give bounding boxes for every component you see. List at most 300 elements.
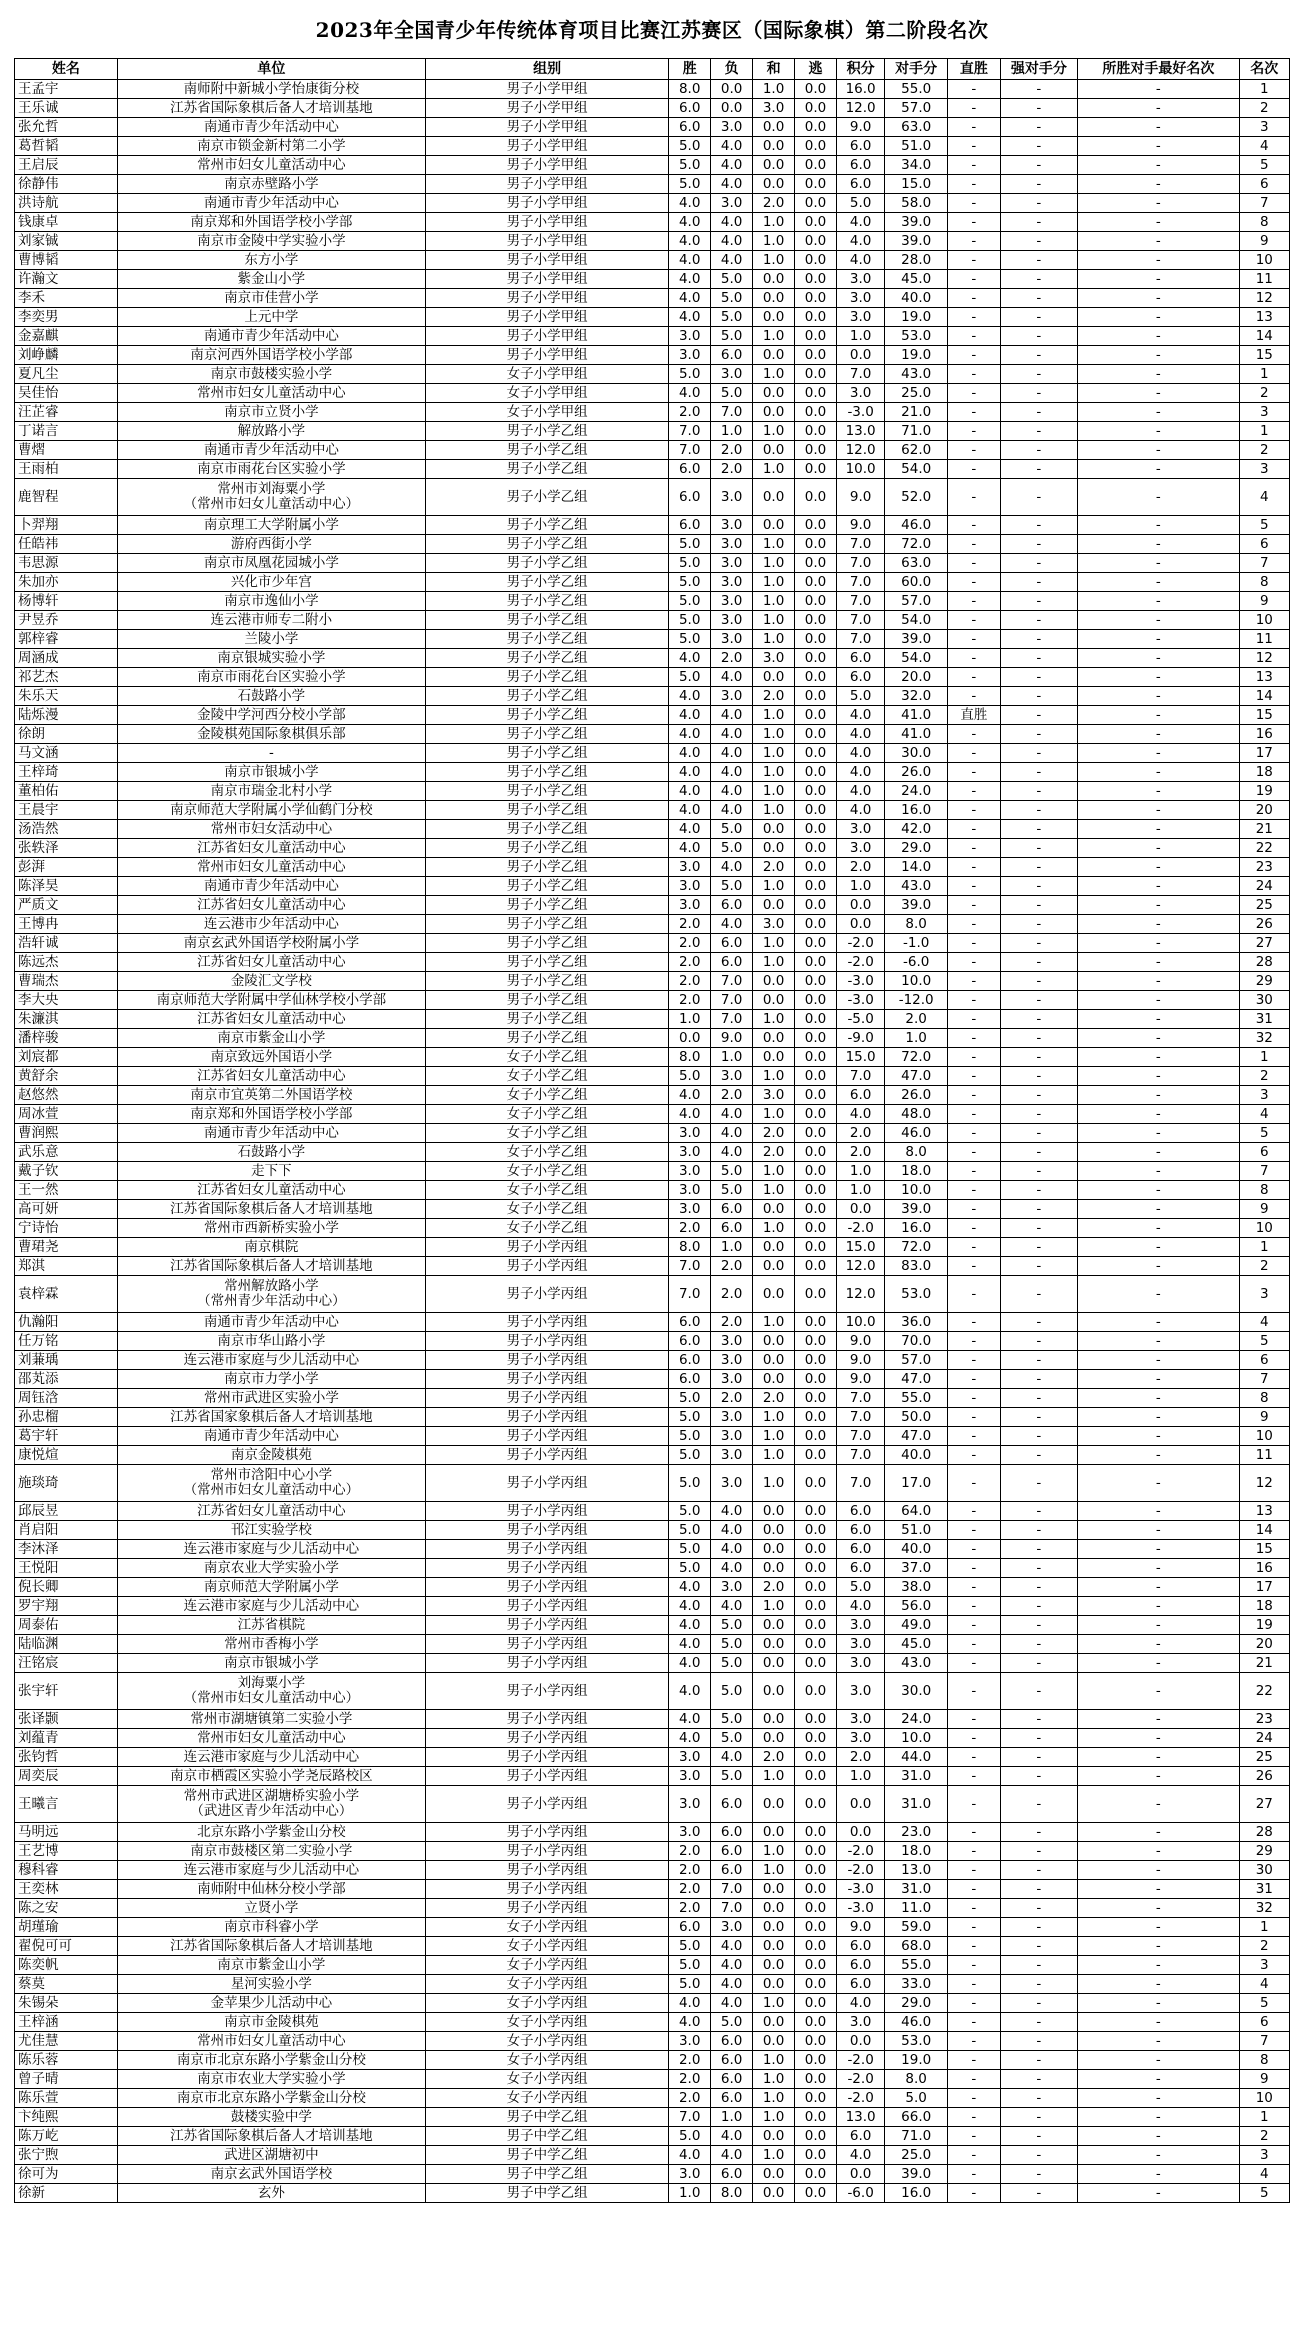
group-cell: 女子小学乙组 [426, 1219, 669, 1238]
opponent-score-cell: 48.0 [885, 1105, 948, 1124]
table-row [15, 1975, 1290, 1994]
table-row [15, 403, 1290, 422]
draws-cell: 1.0 [753, 782, 795, 801]
score-cell: 7.0 [837, 1408, 885, 1427]
best-beaten-rank-cell: - [1078, 1729, 1239, 1748]
wins-cell: 4.0 [669, 1616, 711, 1635]
draws-cell: 1.0 [753, 2089, 795, 2108]
table-row [15, 1010, 1290, 1029]
name-cell: 许瀚文 [15, 270, 118, 289]
best-beaten-rank-cell: - [1078, 1313, 1239, 1332]
opponent-score-cell: 39.0 [885, 630, 948, 649]
direct-win-cell: - [948, 668, 1000, 687]
score-cell: 6.0 [837, 2127, 885, 2146]
name-cell: 任皓祎 [15, 535, 118, 554]
group-cell: 男子小学丙组 [426, 1729, 669, 1748]
best-beaten-rank-cell: - [1078, 251, 1239, 270]
score-cell: 10.0 [837, 1313, 885, 1332]
best-beaten-rank-cell: - [1078, 896, 1239, 915]
strong-opponent-cell: - [1000, 725, 1078, 744]
rank-cell: 1 [1239, 422, 1289, 441]
unit-cell: 南京市华山路小学 [117, 1332, 425, 1351]
forfeit-cell: 0.0 [795, 1446, 837, 1465]
best-beaten-rank-cell: - [1078, 1370, 1239, 1389]
table-row [15, 1143, 1290, 1162]
rank-cell: 10 [1239, 2089, 1289, 2108]
rank-cell: 27 [1239, 934, 1289, 953]
name-cell: 陈乐蓉 [15, 2051, 118, 2070]
forfeit-cell: 0.0 [795, 1823, 837, 1842]
losses-cell: 6.0 [711, 896, 753, 915]
name-cell: 陆临渊 [15, 1635, 118, 1654]
score-cell: 6.0 [837, 1502, 885, 1521]
strong-opponent-cell: - [1000, 1861, 1078, 1880]
forfeit-cell: 0.0 [795, 687, 837, 706]
rank-cell: 28 [1239, 1823, 1289, 1842]
forfeit-cell: 0.0 [795, 2146, 837, 2165]
score-cell: 4.0 [837, 1105, 885, 1124]
table-row [15, 308, 1290, 327]
name-cell: 刘峥麟 [15, 346, 118, 365]
draws-cell: 1.0 [753, 1313, 795, 1332]
direct-win-cell: - [948, 232, 1000, 251]
forfeit-cell: 0.0 [795, 1313, 837, 1332]
score-cell: 6.0 [837, 649, 885, 668]
losses-cell: 4.0 [711, 156, 753, 175]
table-row [15, 934, 1290, 953]
name-cell: 周冰萱 [15, 1105, 118, 1124]
group-cell: 男子小学丙组 [426, 1332, 669, 1351]
score-cell: 1.0 [837, 877, 885, 896]
opponent-score-cell: 72.0 [885, 1048, 948, 1067]
rank-cell: 4 [1239, 137, 1289, 156]
strong-opponent-cell: - [1000, 1823, 1078, 1842]
draws-cell: 2.0 [753, 1748, 795, 1767]
score-cell: 6.0 [837, 1956, 885, 1975]
name-cell: 彭湃 [15, 858, 118, 877]
header-cell: 单位 [117, 59, 425, 80]
opponent-score-cell: 52.0 [885, 479, 948, 516]
group-cell: 男子小学甲组 [426, 137, 669, 156]
opponent-score-cell: 72.0 [885, 535, 948, 554]
direct-win-cell: - [948, 1105, 1000, 1124]
score-cell: 4.0 [837, 744, 885, 763]
header-cell: 强对手分 [1000, 59, 1078, 80]
unit-cell: 南京市宜英第二外国语学校 [117, 1086, 425, 1105]
rank-cell: 14 [1239, 1521, 1289, 1540]
wins-cell: 4.0 [669, 251, 711, 270]
losses-cell: 4.0 [711, 1597, 753, 1616]
strong-opponent-cell: - [1000, 118, 1078, 137]
forfeit-cell: 0.0 [795, 2184, 837, 2203]
table-row [15, 1823, 1290, 1842]
group-cell: 女子小学丙组 [426, 1994, 669, 2013]
direct-win-cell: - [948, 1654, 1000, 1673]
wins-cell: 2.0 [669, 403, 711, 422]
opponent-score-cell: 44.0 [885, 1748, 948, 1767]
unit-cell: 江苏省国际象棋后备人才培训基地 [117, 1200, 425, 1219]
unit-cell: 南京河西外国语学校小学部 [117, 346, 425, 365]
forfeit-cell: 0.0 [795, 801, 837, 820]
score-cell: 3.0 [837, 1654, 885, 1673]
draws-cell: 0.0 [753, 1048, 795, 1067]
losses-cell: 5.0 [711, 1710, 753, 1729]
draws-cell: 1.0 [753, 460, 795, 479]
name-cell: 徐朗 [15, 725, 118, 744]
strong-opponent-cell: - [1000, 1010, 1078, 1029]
name-cell: 周奕辰 [15, 1767, 118, 1786]
opponent-score-cell: 70.0 [885, 1332, 948, 1351]
draws-cell: 0.0 [753, 1654, 795, 1673]
draws-cell: 0.0 [753, 2013, 795, 2032]
losses-cell: 5.0 [711, 308, 753, 327]
group-cell: 男子中学乙组 [426, 2108, 669, 2127]
draws-cell: 0.0 [753, 1786, 795, 1823]
table-row [15, 744, 1290, 763]
rank-cell: 3 [1239, 1956, 1289, 1975]
strong-opponent-cell: - [1000, 2146, 1078, 2165]
best-beaten-rank-cell: - [1078, 270, 1239, 289]
direct-win-cell: - [948, 1048, 1000, 1067]
best-beaten-rank-cell: - [1078, 2013, 1239, 2032]
unit-cell: - [117, 744, 425, 763]
draws-cell: 1.0 [753, 327, 795, 346]
losses-cell: 1.0 [711, 1238, 753, 1257]
strong-opponent-cell: - [1000, 1786, 1078, 1823]
rank-cell: 3 [1239, 1276, 1289, 1313]
score-cell: 4.0 [837, 706, 885, 725]
opponent-score-cell: 42.0 [885, 820, 948, 839]
best-beaten-rank-cell: - [1078, 1842, 1239, 1861]
direct-win-cell: - [948, 1465, 1000, 1502]
score-cell: 9.0 [837, 1332, 885, 1351]
direct-win-cell: - [948, 611, 1000, 630]
table-row [15, 1710, 1290, 1729]
name-cell: 王曦言 [15, 1786, 118, 1823]
score-cell: -3.0 [837, 1880, 885, 1899]
best-beaten-rank-cell: - [1078, 744, 1239, 763]
wins-cell: 1.0 [669, 1010, 711, 1029]
strong-opponent-cell: - [1000, 194, 1078, 213]
table-row [15, 1048, 1290, 1067]
table-row [15, 725, 1290, 744]
wins-cell: 4.0 [669, 839, 711, 858]
unit-cell: 常州市妇女儿童活动中心 [117, 1729, 425, 1748]
name-cell: 王启辰 [15, 156, 118, 175]
score-cell: 0.0 [837, 2165, 885, 2184]
forfeit-cell: 0.0 [795, 1029, 837, 1048]
unit-cell: 江苏省国际象棋后备人才培训基地 [117, 1937, 425, 1956]
name-cell: 鹿智程 [15, 479, 118, 516]
best-beaten-rank-cell: - [1078, 1238, 1239, 1257]
group-cell: 女子小学丙组 [426, 1956, 669, 1975]
rank-cell: 7 [1239, 1162, 1289, 1181]
direct-win-cell: - [948, 1370, 1000, 1389]
name-cell: 张允哲 [15, 118, 118, 137]
losses-cell: 4.0 [711, 1521, 753, 1540]
score-cell: 3.0 [837, 308, 885, 327]
forfeit-cell: 0.0 [795, 896, 837, 915]
draws-cell: 0.0 [753, 1502, 795, 1521]
draws-cell: 1.0 [753, 1105, 795, 1124]
group-cell: 女子小学乙组 [426, 1124, 669, 1143]
unit-cell: 江苏省妇女儿童活动中心 [117, 1067, 425, 1086]
forfeit-cell: 0.0 [795, 137, 837, 156]
unit-cell: 上元中学 [117, 308, 425, 327]
draws-cell: 0.0 [753, 270, 795, 289]
draws-cell: 1.0 [753, 1994, 795, 2013]
best-beaten-rank-cell: - [1078, 1181, 1239, 1200]
unit-cell: 金陵中学河西分校小学部 [117, 706, 425, 725]
best-beaten-rank-cell: - [1078, 1673, 1239, 1710]
opponent-score-cell: 34.0 [885, 156, 948, 175]
unit-cell: 南京农业大学实验小学 [117, 1559, 425, 1578]
score-cell: 5.0 [837, 194, 885, 213]
best-beaten-rank-cell: - [1078, 327, 1239, 346]
group-cell: 女子小学丙组 [426, 2032, 669, 2051]
score-cell: 0.0 [837, 1786, 885, 1823]
group-cell: 男子小学丙组 [426, 1710, 669, 1729]
score-cell: -3.0 [837, 991, 885, 1010]
opponent-score-cell: 30.0 [885, 744, 948, 763]
rank-cell: 18 [1239, 1597, 1289, 1616]
best-beaten-rank-cell: - [1078, 2032, 1239, 2051]
table-row [15, 1105, 1290, 1124]
opponent-score-cell: 19.0 [885, 308, 948, 327]
group-cell: 女子小学丙组 [426, 2051, 669, 2070]
opponent-score-cell: 39.0 [885, 213, 948, 232]
direct-win-cell: - [948, 1200, 1000, 1219]
direct-win-cell: - [948, 1899, 1000, 1918]
draws-cell: 1.0 [753, 877, 795, 896]
score-cell: -2.0 [837, 2051, 885, 2070]
strong-opponent-cell: - [1000, 232, 1078, 251]
losses-cell: 3.0 [711, 554, 753, 573]
rank-cell: 12 [1239, 649, 1289, 668]
name-cell: 严质文 [15, 896, 118, 915]
table-row [15, 327, 1290, 346]
group-cell: 女子小学丙组 [426, 2070, 669, 2089]
forfeit-cell: 0.0 [795, 782, 837, 801]
forfeit-cell: 0.0 [795, 384, 837, 403]
table-row [15, 232, 1290, 251]
score-cell: 13.0 [837, 2108, 885, 2127]
rank-cell: 6 [1239, 175, 1289, 194]
best-beaten-rank-cell: - [1078, 1786, 1239, 1823]
rank-cell: 10 [1239, 1219, 1289, 1238]
strong-opponent-cell: - [1000, 1521, 1078, 1540]
wins-cell: 5.0 [669, 2127, 711, 2146]
wins-cell: 5.0 [669, 630, 711, 649]
group-cell: 男子小学丙组 [426, 1540, 669, 1559]
strong-opponent-cell: - [1000, 1956, 1078, 1975]
unit-cell: 南京郑和外国语学校小学部 [117, 1105, 425, 1124]
wins-cell: 5.0 [669, 1521, 711, 1540]
wins-cell: 6.0 [669, 516, 711, 535]
name-cell: 胡瑾瑜 [15, 1918, 118, 1937]
name-cell: 张轶泽 [15, 839, 118, 858]
wins-cell: 4.0 [669, 308, 711, 327]
strong-opponent-cell: - [1000, 1578, 1078, 1597]
direct-win-cell: - [948, 1010, 1000, 1029]
rank-cell: 7 [1239, 2032, 1289, 2051]
opponent-score-cell: 40.0 [885, 289, 948, 308]
opponent-score-cell: 39.0 [885, 232, 948, 251]
opponent-score-cell: 47.0 [885, 1370, 948, 1389]
losses-cell: 4.0 [711, 2127, 753, 2146]
table-row [15, 1597, 1290, 1616]
draws-cell: 1.0 [753, 1465, 795, 1502]
strong-opponent-cell: - [1000, 1654, 1078, 1673]
unit-cell: 常州市香梅小学 [117, 1635, 425, 1654]
group-cell: 男子小学乙组 [426, 460, 669, 479]
rank-cell: 4 [1239, 1975, 1289, 1994]
name-cell: 康悦煊 [15, 1446, 118, 1465]
strong-opponent-cell: - [1000, 1767, 1078, 1786]
draws-cell: 0.0 [753, 991, 795, 1010]
name-cell: 仇瀚阳 [15, 1313, 118, 1332]
wins-cell: 3.0 [669, 1143, 711, 1162]
group-cell: 男子小学丙组 [426, 1521, 669, 1540]
strong-opponent-cell: - [1000, 1408, 1078, 1427]
table-row [15, 801, 1290, 820]
forfeit-cell: 0.0 [795, 744, 837, 763]
draws-cell: 0.0 [753, 1673, 795, 1710]
best-beaten-rank-cell: - [1078, 2127, 1239, 2146]
draws-cell: 1.0 [753, 934, 795, 953]
name-cell: 徐静伟 [15, 175, 118, 194]
losses-cell: 4.0 [711, 1105, 753, 1124]
strong-opponent-cell: - [1000, 1389, 1078, 1408]
strong-opponent-cell: - [1000, 1880, 1078, 1899]
score-cell: -5.0 [837, 1010, 885, 1029]
table-row [15, 858, 1290, 877]
direct-win-cell: - [948, 137, 1000, 156]
losses-cell: 0.0 [711, 99, 753, 118]
best-beaten-rank-cell: - [1078, 289, 1239, 308]
unit-cell: 连云港市家庭与少儿活动中心 [117, 1861, 425, 1880]
rank-cell: 6 [1239, 535, 1289, 554]
group-cell: 男子小学丙组 [426, 1635, 669, 1654]
table-row [15, 516, 1290, 535]
score-cell: 3.0 [837, 2013, 885, 2032]
name-cell: 孙忠榴 [15, 1408, 118, 1427]
draws-cell: 0.0 [753, 820, 795, 839]
group-cell: 男子小学乙组 [426, 573, 669, 592]
opponent-score-cell: 57.0 [885, 99, 948, 118]
rank-cell: 4 [1239, 2165, 1289, 2184]
name-cell: 邵芄添 [15, 1370, 118, 1389]
strong-opponent-cell: - [1000, 1200, 1078, 1219]
strong-opponent-cell: - [1000, 1899, 1078, 1918]
score-cell: 0.0 [837, 1200, 885, 1219]
best-beaten-rank-cell: - [1078, 801, 1239, 820]
forfeit-cell: 0.0 [795, 365, 837, 384]
best-beaten-rank-cell: - [1078, 2146, 1239, 2165]
table-row [15, 80, 1290, 99]
wins-cell: 5.0 [669, 156, 711, 175]
direct-win-cell: - [948, 535, 1000, 554]
rank-cell: 32 [1239, 1899, 1289, 1918]
table-row [15, 953, 1290, 972]
losses-cell: 6.0 [711, 934, 753, 953]
rank-cell: 7 [1239, 1370, 1289, 1389]
name-cell: 张宇轩 [15, 1673, 118, 1710]
strong-opponent-cell: - [1000, 441, 1078, 460]
name-cell: 丁诺言 [15, 422, 118, 441]
direct-win-cell: - [948, 270, 1000, 289]
group-cell: 男子小学乙组 [426, 649, 669, 668]
group-cell: 男子小学乙组 [426, 896, 669, 915]
score-cell: 6.0 [837, 668, 885, 687]
wins-cell: 6.0 [669, 1332, 711, 1351]
unit-cell: 江苏省国际象棋后备人才培训基地 [117, 1257, 425, 1276]
opponent-score-cell: 13.0 [885, 1861, 948, 1880]
unit-cell: 邗江实验学校 [117, 1521, 425, 1540]
table-row [15, 820, 1290, 839]
opponent-score-cell: 51.0 [885, 137, 948, 156]
rank-cell: 11 [1239, 630, 1289, 649]
score-cell: 9.0 [837, 1918, 885, 1937]
wins-cell: 5.0 [669, 535, 711, 554]
losses-cell: 4.0 [711, 744, 753, 763]
direct-win-cell: - [948, 516, 1000, 535]
best-beaten-rank-cell: - [1078, 232, 1239, 251]
group-cell: 男子小学乙组 [426, 991, 669, 1010]
wins-cell: 4.0 [669, 1654, 711, 1673]
group-cell: 男子小学乙组 [426, 1010, 669, 1029]
header-cell: 和 [753, 59, 795, 80]
group-cell: 男子小学丙组 [426, 1446, 669, 1465]
rank-cell: 20 [1239, 1635, 1289, 1654]
rank-cell: 3 [1239, 1086, 1289, 1105]
direct-win-cell: - [948, 2108, 1000, 2127]
rank-cell: 15 [1239, 706, 1289, 725]
best-beaten-rank-cell: - [1078, 611, 1239, 630]
score-cell: -2.0 [837, 1842, 885, 1861]
table-row [15, 194, 1290, 213]
name-cell: 董柏佑 [15, 782, 118, 801]
group-cell: 男子小学乙组 [426, 706, 669, 725]
losses-cell: 3.0 [711, 1578, 753, 1597]
direct-win-cell: - [948, 896, 1000, 915]
wins-cell: 2.0 [669, 991, 711, 1010]
best-beaten-rank-cell: - [1078, 668, 1239, 687]
group-cell: 男子小学丙组 [426, 1899, 669, 1918]
best-beaten-rank-cell: - [1078, 1446, 1239, 1465]
losses-cell: 1.0 [711, 2108, 753, 2127]
unit-cell: 南通市青少年活动中心 [117, 327, 425, 346]
direct-win-cell: - [948, 1521, 1000, 1540]
direct-win-cell: - [948, 1786, 1000, 1823]
losses-cell: 4.0 [711, 725, 753, 744]
table-row [15, 2127, 1290, 2146]
draws-cell: 1.0 [753, 251, 795, 270]
wins-cell: 4.0 [669, 1710, 711, 1729]
table-row [15, 137, 1290, 156]
forfeit-cell: 0.0 [795, 346, 837, 365]
forfeit-cell: 0.0 [795, 2108, 837, 2127]
unit-cell: 连云港市少年活动中心 [117, 915, 425, 934]
draws-cell: 2.0 [753, 1578, 795, 1597]
strong-opponent-cell: - [1000, 1918, 1078, 1937]
losses-cell: 3.0 [711, 1067, 753, 1086]
opponent-score-cell: 2.0 [885, 1010, 948, 1029]
forfeit-cell: 0.0 [795, 1181, 837, 1200]
name-cell: 张宁煦 [15, 2146, 118, 2165]
direct-win-cell: - [948, 1540, 1000, 1559]
score-cell: 6.0 [837, 1086, 885, 1105]
